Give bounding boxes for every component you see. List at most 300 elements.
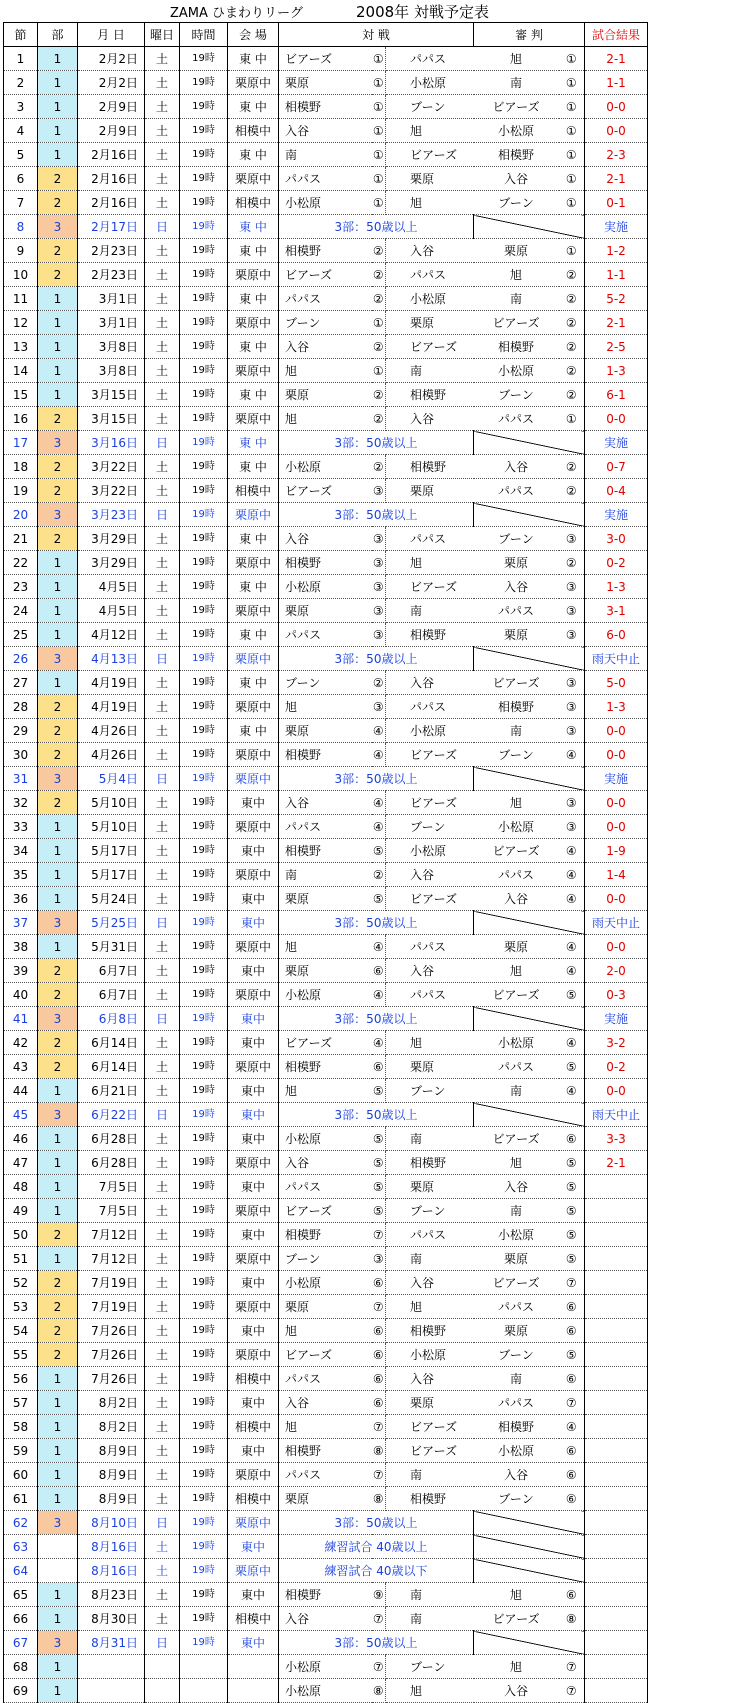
table-row [4,1511,648,1535]
weekday-cell: 土 [145,1559,180,1583]
time-cell: 19時 [180,503,228,527]
time-cell: 19時 [180,455,228,479]
table-row [4,119,648,143]
referee-team: 旭 [474,263,559,287]
table-row [4,1559,648,1583]
venue-cell: 東中 [228,1583,279,1607]
referee-round-number: ⑦ [559,1655,585,1679]
venue-cell: 栗原中 [228,647,279,671]
venue-cell: 東中 [228,1175,279,1199]
result-cell [585,1295,648,1319]
schedule-body [4,23,648,1703]
table-row [4,815,648,839]
result-cell: 0-0 [585,791,648,815]
referee-round-number: ① [559,167,585,191]
venue-cell: 相模中 [228,1487,279,1511]
division-cell: 3 [38,911,78,935]
home-team: 小松原 [279,455,372,479]
home-team: パパス [279,815,372,839]
weekday-cell: 土 [145,1463,180,1487]
division-cell: 2 [38,263,78,287]
result-cell [585,1367,648,1391]
date-cell: 7月12日 [78,1223,145,1247]
venue-cell: 東 中 [228,47,279,71]
home-team: 相模野 [279,1439,372,1463]
referee-round-number: ③ [559,719,585,743]
date-cell: 3月16日 [78,431,145,455]
away-team: 入谷 [386,239,474,263]
time-cell [180,1679,228,1703]
home-team: 相模野 [279,551,372,575]
referee-slash-cell [474,1511,585,1535]
date-cell: 3月29日 [78,551,145,575]
division-cell: 1 [38,551,78,575]
weekday-cell: 土 [145,479,180,503]
division-cell: 1 [38,1127,78,1151]
weekday-cell: 土 [145,1127,180,1151]
table-row [4,719,648,743]
table-row [4,431,648,455]
result-cell: 3-1 [585,599,648,623]
date-cell: 4月19日 [78,671,145,695]
referee-slash-cell [474,1103,585,1127]
time-cell: 19時 [180,1439,228,1463]
referee-team: 栗原 [474,935,559,959]
row-number: 38 [4,935,38,959]
col-header-referee: 審 判 [474,23,585,47]
home-team: 栗原 [279,1487,372,1511]
weekday-cell: 土 [145,1415,180,1439]
table-row [4,167,648,191]
time-cell: 19時 [180,167,228,191]
date-cell: 6月14日 [78,1031,145,1055]
home-round-number: ⑦ [372,1463,386,1487]
time-cell: 19時 [180,1343,228,1367]
home-team: 栗原 [279,1295,372,1319]
row-number: 30 [4,743,38,767]
division-cell: 1 [38,1463,78,1487]
row-number: 2 [4,71,38,95]
col-header-venue: 会 場 [228,23,279,47]
result-cell: 2-1 [585,167,648,191]
referee-team: 旭 [474,791,559,815]
result-cell: 2-5 [585,335,648,359]
row-number: 61 [4,1487,38,1511]
referee-team: ビアーズ [474,1607,559,1631]
venue-cell: 栗原中 [228,167,279,191]
table-row [4,215,648,239]
weekday-cell: 土 [145,359,180,383]
venue-cell: 栗原中 [228,1295,279,1319]
time-cell: 19時 [180,959,228,983]
table-row [4,1175,648,1199]
home-round-number: ④ [372,935,386,959]
home-round-number: ① [372,119,386,143]
row-number: 55 [4,1343,38,1367]
result-cell: 2-1 [585,311,648,335]
table-row [4,623,648,647]
row-number: 64 [4,1559,38,1583]
table-row [4,1343,648,1367]
home-round-number: ④ [372,743,386,767]
table-row [4,1079,648,1103]
time-cell: 19時 [180,311,228,335]
venue-cell: 栗原中 [228,551,279,575]
time-cell: 19時 [180,47,228,71]
home-round-number: ③ [372,551,386,575]
referee-round-number: ⑦ [559,1391,585,1415]
away-team: 入谷 [386,863,474,887]
venue-cell: 栗原中 [228,359,279,383]
row-number: 62 [4,1511,38,1535]
away-team: 相模野 [386,1319,474,1343]
row-number: 57 [4,1391,38,1415]
table-row [4,1655,648,1679]
date-cell: 3月23日 [78,503,145,527]
venue-cell: 東 中 [228,287,279,311]
weekday-cell: 日 [145,1511,180,1535]
row-number: 18 [4,455,38,479]
referee-team: ビアーズ [474,983,559,1007]
weekday-cell: 日 [145,1007,180,1031]
division-cell: 2 [38,959,78,983]
venue-cell [228,1655,279,1679]
referee-team: 相模野 [474,143,559,167]
result-cell: 0-1 [585,191,648,215]
home-round-number: ⑥ [372,959,386,983]
home-round-number: ⑧ [372,1487,386,1511]
away-team: 栗原 [386,1055,474,1079]
home-round-number: ① [372,143,386,167]
division-cell: 1 [38,599,78,623]
row-number: 21 [4,527,38,551]
referee-round-number: ⑥ [559,1319,585,1343]
weekday-cell: 日 [145,215,180,239]
home-round-number: ⑧ [372,1679,386,1703]
time-cell: 19時 [180,1055,228,1079]
date-cell: 2月23日 [78,239,145,263]
referee-round-number: ⑥ [559,1487,585,1511]
table-row [4,1391,648,1415]
venue-cell: 栗原中 [228,863,279,887]
weekday-cell: 土 [145,1079,180,1103]
referee-round-number: ② [559,359,585,383]
division-cell: 2 [38,479,78,503]
header-row [4,23,648,47]
away-team: 相模野 [386,455,474,479]
referee-round-number: ③ [559,575,585,599]
result-cell: 実施 [585,1007,648,1031]
weekday-cell: 日 [145,647,180,671]
date-cell: 7月19日 [78,1295,145,1319]
referee-team: ブーン [474,743,559,767]
row-number: 25 [4,623,38,647]
home-round-number: ① [372,359,386,383]
division-cell: 1 [38,383,78,407]
referee-slash-cell [474,1007,585,1031]
result-cell: 0-0 [585,815,648,839]
home-round-number: ② [372,239,386,263]
division-cell: 2 [38,455,78,479]
table-row [4,1199,648,1223]
table-row [4,575,648,599]
row-number: 52 [4,1271,38,1295]
referee-slash-cell [474,911,585,935]
venue-cell: 東中 [228,791,279,815]
result-cell [585,1463,648,1487]
home-team: ビアーズ [279,1031,372,1055]
row-number: 42 [4,1031,38,1055]
date-cell: 8月2日 [78,1415,145,1439]
away-team: ブーン [386,1655,474,1679]
table-row [4,287,648,311]
home-round-number: ② [372,455,386,479]
away-team: ビアーズ [386,887,474,911]
home-round-number: ⑦ [372,1295,386,1319]
weekday-cell: 土 [145,191,180,215]
away-team: 南 [386,1607,474,1631]
home-team: 旭 [279,1079,372,1103]
division-cell: 1 [38,623,78,647]
result-cell [585,1199,648,1223]
table-row [4,479,648,503]
weekday-cell [145,1679,180,1703]
weekday-cell: 土 [145,287,180,311]
referee-team: 小松原 [474,1031,559,1055]
result-cell: 実施 [585,431,648,455]
table-row [4,335,648,359]
row-number: 24 [4,599,38,623]
home-round-number: ① [372,191,386,215]
home-team: ビアーズ [279,263,372,287]
row-number: 58 [4,1415,38,1439]
division-cell: 2 [38,407,78,431]
home-round-number: ④ [372,983,386,1007]
home-round-number: ⑤ [372,1127,386,1151]
weekday-cell: 土 [145,863,180,887]
referee-round-number: ⑤ [559,1247,585,1271]
row-number: 9 [4,239,38,263]
time-cell [180,1655,228,1679]
division-cell: 2 [38,791,78,815]
division-cell: 1 [38,119,78,143]
home-round-number: ② [372,287,386,311]
division-cell: 2 [38,743,78,767]
time-cell: 19時 [180,767,228,791]
referee-round-number: ① [559,119,585,143]
result-cell: 6-0 [585,623,648,647]
result-cell [585,1487,648,1511]
away-team: 小松原 [386,719,474,743]
division-cell: 1 [38,335,78,359]
division-cell: 2 [38,167,78,191]
row-number: 31 [4,767,38,791]
home-team: パパス [279,287,372,311]
weekday-cell: 土 [145,1439,180,1463]
referee-team: 旭 [474,47,559,71]
home-team: ブーン [279,671,372,695]
row-number: 14 [4,359,38,383]
division-cell: 1 [38,815,78,839]
home-team: 旭 [279,695,372,719]
date-cell: 6月22日 [78,1103,145,1127]
division-cell: 2 [38,1295,78,1319]
time-cell: 19時 [180,1391,228,1415]
home-round-number: ⑤ [372,1151,386,1175]
home-round-number: ④ [372,815,386,839]
away-team: パパス [386,983,474,1007]
match-note: 3部：50歳以上 [279,1103,474,1127]
referee-round-number: ④ [559,959,585,983]
weekday-cell: 土 [145,1031,180,1055]
division-cell: 1 [38,1247,78,1271]
division-cell: 2 [38,1223,78,1247]
match-note: 3部：50歳以上 [279,503,474,527]
result-cell [585,1247,648,1271]
home-team: パパス [279,1463,372,1487]
referee-team: ビアーズ [474,95,559,119]
venue-cell: 東 中 [228,455,279,479]
home-round-number: ② [372,671,386,695]
referee-team: 南 [474,719,559,743]
row-number: 11 [4,287,38,311]
time-cell: 19時 [180,647,228,671]
referee-team: 小松原 [474,119,559,143]
away-team: 相模野 [386,623,474,647]
table-row [4,1415,648,1439]
date-cell: 7月19日 [78,1271,145,1295]
time-cell: 19時 [180,623,228,647]
home-team: ビアーズ [279,47,372,71]
venue-cell: 東中 [228,1079,279,1103]
referee-round-number: ⑥ [559,1583,585,1607]
referee-round-number: ④ [559,935,585,959]
home-team: 旭 [279,935,372,959]
referee-team: パパス [474,479,559,503]
division-cell: 1 [38,887,78,911]
row-number: 48 [4,1175,38,1199]
home-team: 入谷 [279,527,372,551]
referee-team: 小松原 [474,815,559,839]
result-cell [585,1415,648,1439]
date-cell: 2月17日 [78,215,145,239]
weekday-cell: 土 [145,599,180,623]
time-cell: 19時 [180,1199,228,1223]
table-row [4,95,648,119]
table-row [4,959,648,983]
weekday-cell: 日 [145,1631,180,1655]
venue-cell: 栗原中 [228,407,279,431]
table-row [4,1319,648,1343]
date-cell: 6月28日 [78,1151,145,1175]
row-number: 23 [4,575,38,599]
home-round-number: ③ [372,599,386,623]
weekday-cell: 土 [145,839,180,863]
away-team: ビアーズ [386,335,474,359]
date-cell: 5月24日 [78,887,145,911]
venue-cell: 東中 [228,1103,279,1127]
time-cell: 19時 [180,1271,228,1295]
time-cell: 19時 [180,791,228,815]
referee-team: 小松原 [474,1439,559,1463]
referee-round-number: ③ [559,671,585,695]
date-cell: 3月15日 [78,407,145,431]
referee-round-number: ④ [559,743,585,767]
home-round-number: ② [372,407,386,431]
home-round-number: ② [372,863,386,887]
date-cell: 8月16日 [78,1559,145,1583]
table-row [4,1007,648,1031]
home-round-number: ② [372,383,386,407]
date-cell: 3月8日 [78,335,145,359]
referee-round-number: ① [559,191,585,215]
home-round-number: ⑦ [372,1655,386,1679]
table-row [4,935,648,959]
referee-round-number: ② [559,551,585,575]
home-team: 小松原 [279,1679,372,1703]
row-number: 53 [4,1295,38,1319]
away-team: パパス [386,1223,474,1247]
table-row [4,527,648,551]
home-round-number: ⑥ [372,1343,386,1367]
table-row [4,863,648,887]
date-cell: 6月21日 [78,1079,145,1103]
referee-round-number: ⑤ [559,1223,585,1247]
division-cell: 2 [38,239,78,263]
date-cell: 2月9日 [78,119,145,143]
division-cell: 1 [38,287,78,311]
time-cell: 19時 [180,359,228,383]
home-team: パパス [279,623,372,647]
time-cell: 19時 [180,143,228,167]
result-cell [585,1391,648,1415]
weekday-cell: 土 [145,1607,180,1631]
result-cell: 0-2 [585,551,648,575]
row-number: 46 [4,1127,38,1151]
table-row [4,407,648,431]
result-cell [585,1223,648,1247]
time-cell: 19時 [180,1631,228,1655]
home-team: 栗原 [279,959,372,983]
division-cell: 2 [38,1319,78,1343]
result-cell: 0-0 [585,407,648,431]
row-number: 26 [4,647,38,671]
col-header-result: 試合結果 [585,23,648,47]
table-row [4,1127,648,1151]
row-number: 54 [4,1319,38,1343]
table-row [4,143,648,167]
referee-round-number: ⑤ [559,1151,585,1175]
referee-team: 旭 [474,959,559,983]
table-row [4,743,648,767]
referee-slash-cell [474,431,585,455]
venue-cell: 東 中 [228,143,279,167]
referee-team: 入谷 [474,575,559,599]
time-cell: 19時 [180,1511,228,1535]
table-row [4,1535,648,1559]
table-row [4,839,648,863]
weekday-cell: 土 [145,143,180,167]
home-team: 相模野 [279,1055,372,1079]
time-cell: 19時 [180,1079,228,1103]
table-row [4,359,648,383]
referee-team: 栗原 [474,1319,559,1343]
table-row [4,767,648,791]
venue-cell: 栗原中 [228,503,279,527]
away-team: 南 [386,599,474,623]
referee-round-number: ⑥ [559,1463,585,1487]
division-cell: 2 [38,695,78,719]
